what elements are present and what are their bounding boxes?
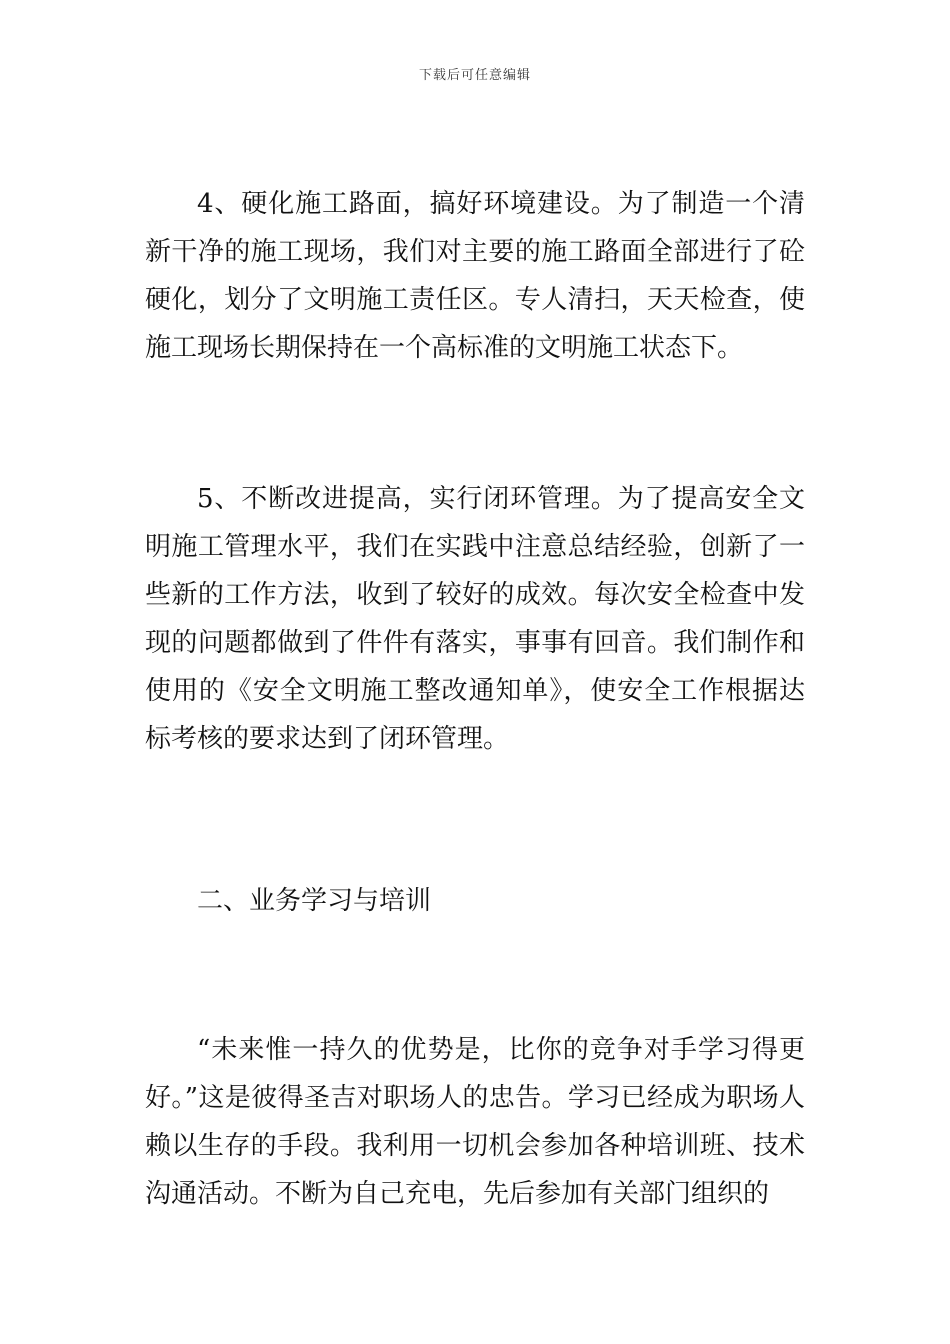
section-heading-training: 二、业务学习与培训 [197, 886, 432, 916]
page-header-note: 下载后可任意编辑 [418, 68, 531, 83]
paragraph-learning-quote: “未来惟一持久的优势是，比你的竞争对手学习得更好。”这是彼得圣吉对职场人的忠告。学习已经成为职场人赖以生存的手段。我利用一切机会参加各种培训班、技术沟通活动。不断为自己充电，先后参加有关部门组织的 [145, 1035, 805, 1209]
paragraph-road-hardening: 4、硬化施工路面，搞好环境建设。为了制造一个清新干净的施工现场，我们对主要的施工路面全部进行了砼硬化，划分了文明施工责任区。专人清扫，天天检查，使施工现场长期保持在一个高标准的文明施工状态下。 [145, 189, 805, 363]
paragraph-closed-loop-management: 5、不断改进提高，实行闭环管理。为了提高安全文明施工管理水平，我们在实践中注意总结经验，创新了一些新的工作方法，收到了较好的成效。每次安全检查中发现的问题都做到了件件有落实，事事有回音。我们制作和使用的《安全文明施工整改通知单》，使安全工作根据达标考核的要求达到了闭环管理。 [145, 484, 805, 754]
